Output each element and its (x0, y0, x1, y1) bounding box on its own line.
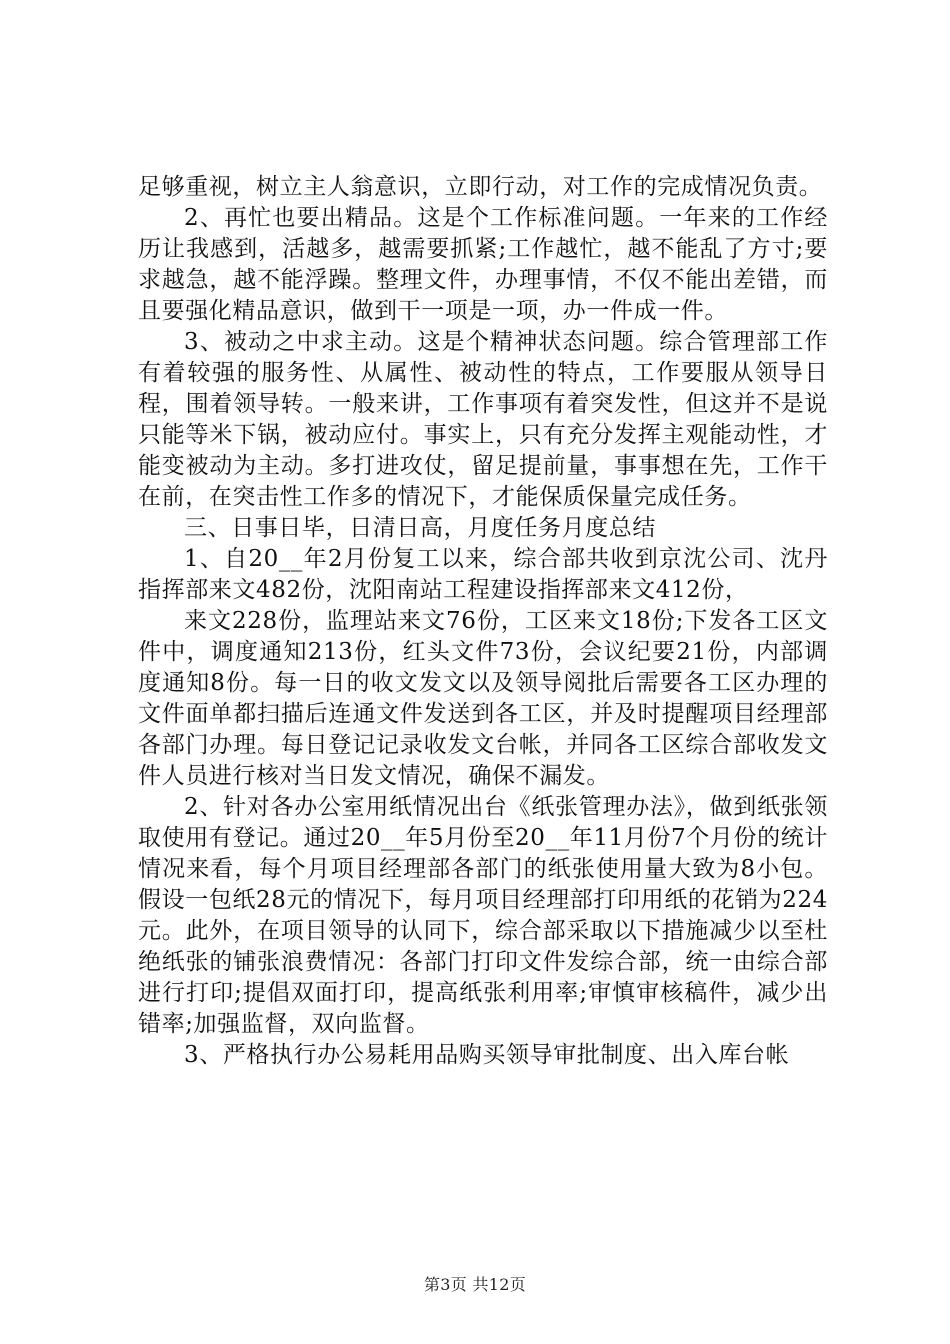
paragraph-continuation: 足够重视，树立主人翁意识，立即行动，对工作的完成情况负责。 (138, 174, 823, 200)
document-body (138, 172, 828, 1071)
paragraph-section3-item-1: 1、自20__年2月份复工以来，综合部共收到京沈公司、沈丹指挥部来文482份，沈阳南站工程建设指挥部来文412份， (138, 546, 828, 603)
paragraph-section3-item-2: 2、针对各办公室用纸情况出台《纸张管理办法》，做到纸张领取使用有登记。通过20__年5月份至20__年11月份7个月份的统计情况来看，每个月项目经理部各部门的纸张使用量大致为8小包。假设一包纸28元的情况下，每月项目经理部打印用纸的花销为224元。此外，在项目领导的认同下，综合部采取以下措施减少以至杜绝纸张的铺张浪费情况：各部门打印文件发综合部，统一由综合部进行打印;提倡双面打印，提高纸张利用率;审慎审核稿件，减少出错率;加强监督，双向监督。 (138, 794, 828, 1037)
paragraph-item-2: 2、再忙也要出精品。这是个工作标准问题。一年来的工作经历让我感到，活越多，越需要抓紧;工作越忙，越不能乱了方寸;要求越急，越不能浮躁。整理文件，办理事情，不仅不能出差错，而且要强化精品意识，做到干一项是一项，办一件成一件。 (138, 205, 828, 324)
paragraph-item-3: 3、被动之中求主动。这是个精神状态问题。综合管理部工作有着较强的服务性、从属性、被动性的特点，工作要服从领导日程，围着领导转。一般来讲，工作事项有着突发性，但这并不是说只能等米下锅，被动应付。事实上，只有充分发挥主观能动性，才能变被动为主动。多打进攻仗，留足提前量，事事想在先，工作干在前，在突击性工作多的情况下，才能保质保量完成任务。 (138, 329, 828, 510)
page-number-footer: 第3页 共12页 (423, 1275, 527, 1294)
paragraph-section3-item-1-continued: 来文228份，监理站来文76份，工区来文18份;下发各工区文件中，调度通知213份，红头文件73份，会议纪要21份，内部调度通知8份。每一日的收文发文以及领导阅批后需要各工区办理的文件面单都扫描后连通文件发送到各工区，并及时提醒项目经理部各部门办理。每日登记记录收发文台帐，并同各工区综合部收发文件人员进行核对当日发文情况，确保不漏发。 (138, 608, 828, 789)
paragraph-section3-item-3: 3、严格执行办公易耗用品购买领导审批制度、出入库台帐 (184, 1042, 790, 1068)
section-heading-3: 三、日事日毕，日清日高，月度任务月度总结 (184, 515, 656, 541)
